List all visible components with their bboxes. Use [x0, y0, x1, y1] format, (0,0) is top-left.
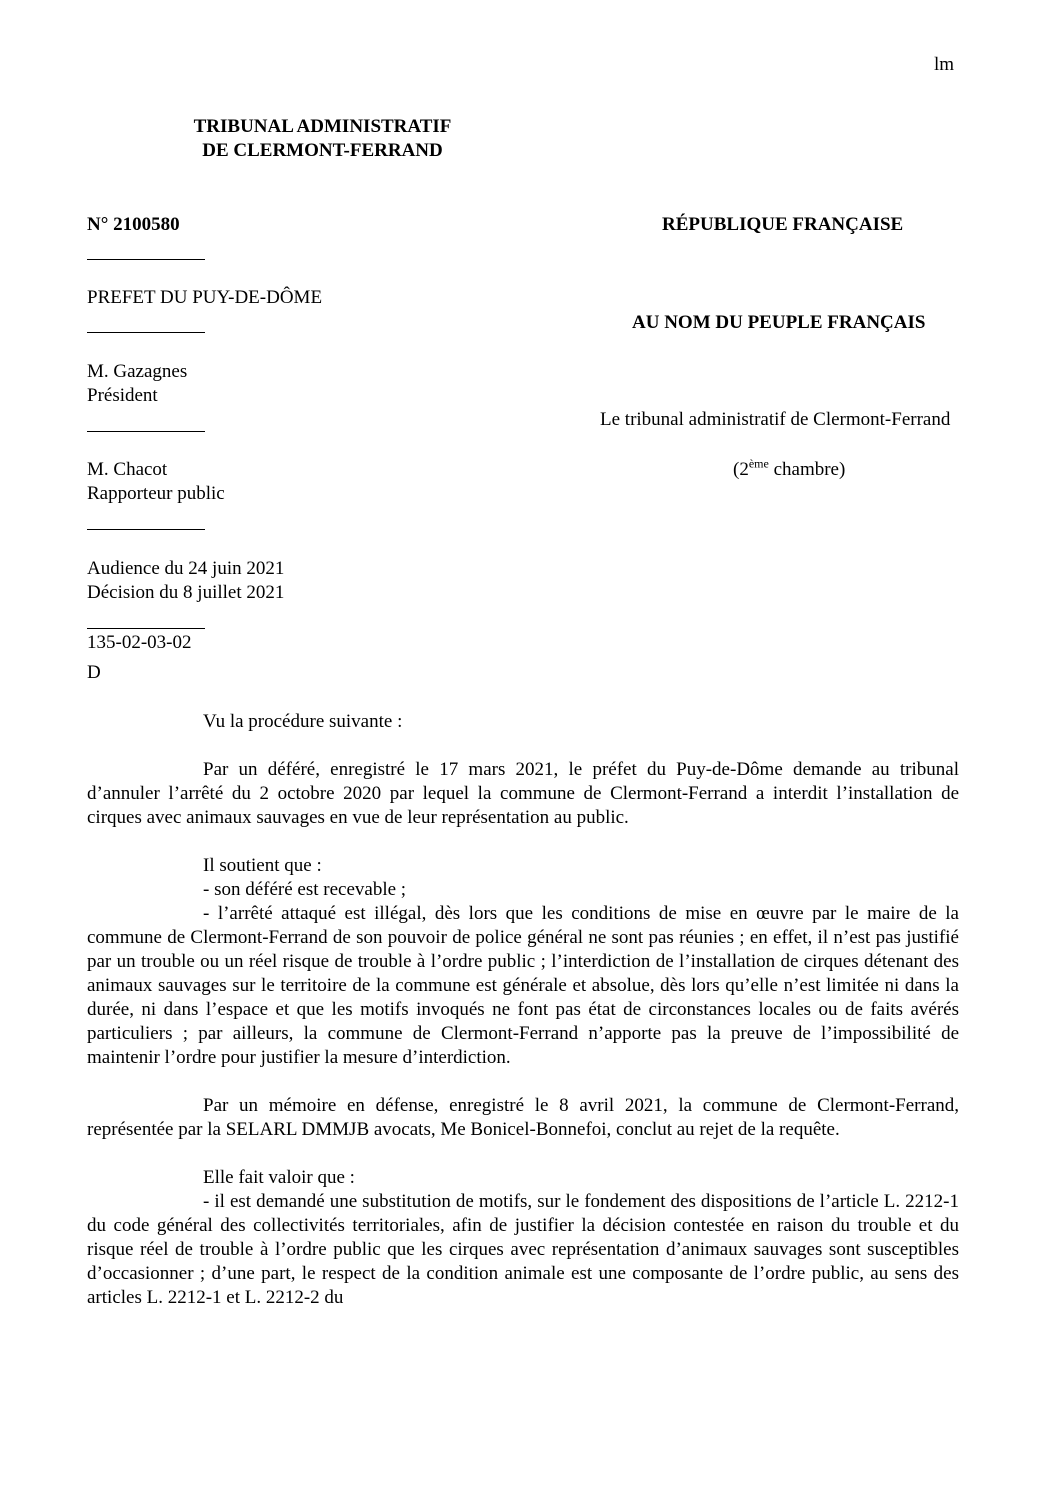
classification-letter: D — [87, 662, 101, 683]
court-name-line2: DE CLERMONT-FERRAND — [202, 140, 443, 161]
paragraph-prefect-argues: Il soutient que : — [203, 855, 322, 876]
separator-2 — [87, 332, 205, 333]
decision-date: Décision du 8 juillet 2021 — [87, 582, 285, 603]
separator-5 — [87, 628, 205, 629]
classification-code: 135-02-03-02 — [87, 632, 192, 653]
case-number: N° 2100580 — [87, 214, 180, 235]
rapporteur-name: M. Chacot — [87, 459, 168, 480]
argument-item-1: - son déféré est recevable ; — [203, 879, 407, 900]
separator-4 — [87, 529, 205, 530]
chamber-line — [733, 458, 845, 482]
chamber-open: (2 — [733, 459, 749, 480]
separator-1 — [87, 259, 205, 260]
argument-item-2: - l’arrêté attaqué est illégal, dès lors que les conditions de mise en œuvre par le maire de la commune de Clermont-Ferrand de son pouvoir de police général ne sont pas réunies ; en effet, il n’est pas justifié par un trouble ou un réel risque de trouble à l’ordre public ; l’interdiction de l’installation de cirques détenant des animaux sauvages sur le territoire de la commune est générale et absolue, dès lors qu’elle n’est limitée ni dans la durée, ni dans l’espace et que les motifs invoqués ne font pas état de circonstances locales ou de faits avérés particuliers ; par ailleurs, la commune de Clermont-Ferrand n’apporte pas la preuve de l’impossibilité de maintenir l’ordre pour justifier la mesure d’interdiction. — [87, 903, 959, 1068]
paragraph-referral: Par un déféré, enregistré le 17 mars 2021, le préfet du Puy-de-Dôme demande au tribunal d’annuler l’arrêté du 2 octobre 2020 par lequel la commune de Clermont-Ferrand a interdit l’installation de cirques avec animaux sauvages en vue de leur représentation au public. — [87, 759, 959, 828]
court-header — [150, 115, 495, 163]
page-marker: lm — [934, 54, 955, 75]
hearing-date: Audience du 24 juin 2021 — [87, 558, 285, 579]
court-name-line1: TRIBUNAL ADMINISTRATIF — [193, 116, 452, 137]
republic-heading: RÉPUBLIQUE FRANÇAISE — [662, 214, 904, 235]
separator-3 — [87, 431, 205, 432]
procedure-heading: Vu la procédure suivante : — [203, 711, 403, 732]
paragraph-defense: Par un mémoire en défense, enregistré le 8 avril 2021, la commune de Clermont-Ferrand, représentée par la SELARL DMMJB avocats, Me Bonicel-Bonnefoi, conclut au rejet de la requête. — [87, 1095, 959, 1140]
chamber-rest: chambre) — [768, 459, 846, 480]
tribunal-line: Le tribunal administratif de Clermont-Ferrand — [600, 409, 951, 430]
defense-item-1: - il est demandé une substitution de motifs, sur le fondement des dispositions de l’article L. 2212-1 du code général des collectivités territoriales, afin de justifier la décision contestée en raison du trouble et du risque réel de trouble à l’ordre public que les cirques avec représentation d’animaux sauvages sont susceptibles d’occasionner ; d’une part, le respect de la condition animale est une composante de l’ordre public, au sens des articles L. 2212-1 et L. 2212-2 du — [87, 1191, 959, 1308]
paragraph-commune-argues: Elle fait valoir que : — [203, 1167, 355, 1188]
decision-body — [87, 710, 959, 1310]
chamber-sup: ème — [748, 456, 769, 471]
plaintiff-name: PREFET DU PUY-DE-DÔME — [87, 287, 323, 308]
rapporteur-role: Rapporteur public — [87, 483, 225, 504]
president-role: Président — [87, 385, 158, 406]
president-name: M. Gazagnes — [87, 361, 188, 382]
in-the-name-heading: AU NOM DU PEUPLE FRANÇAIS — [632, 312, 926, 333]
